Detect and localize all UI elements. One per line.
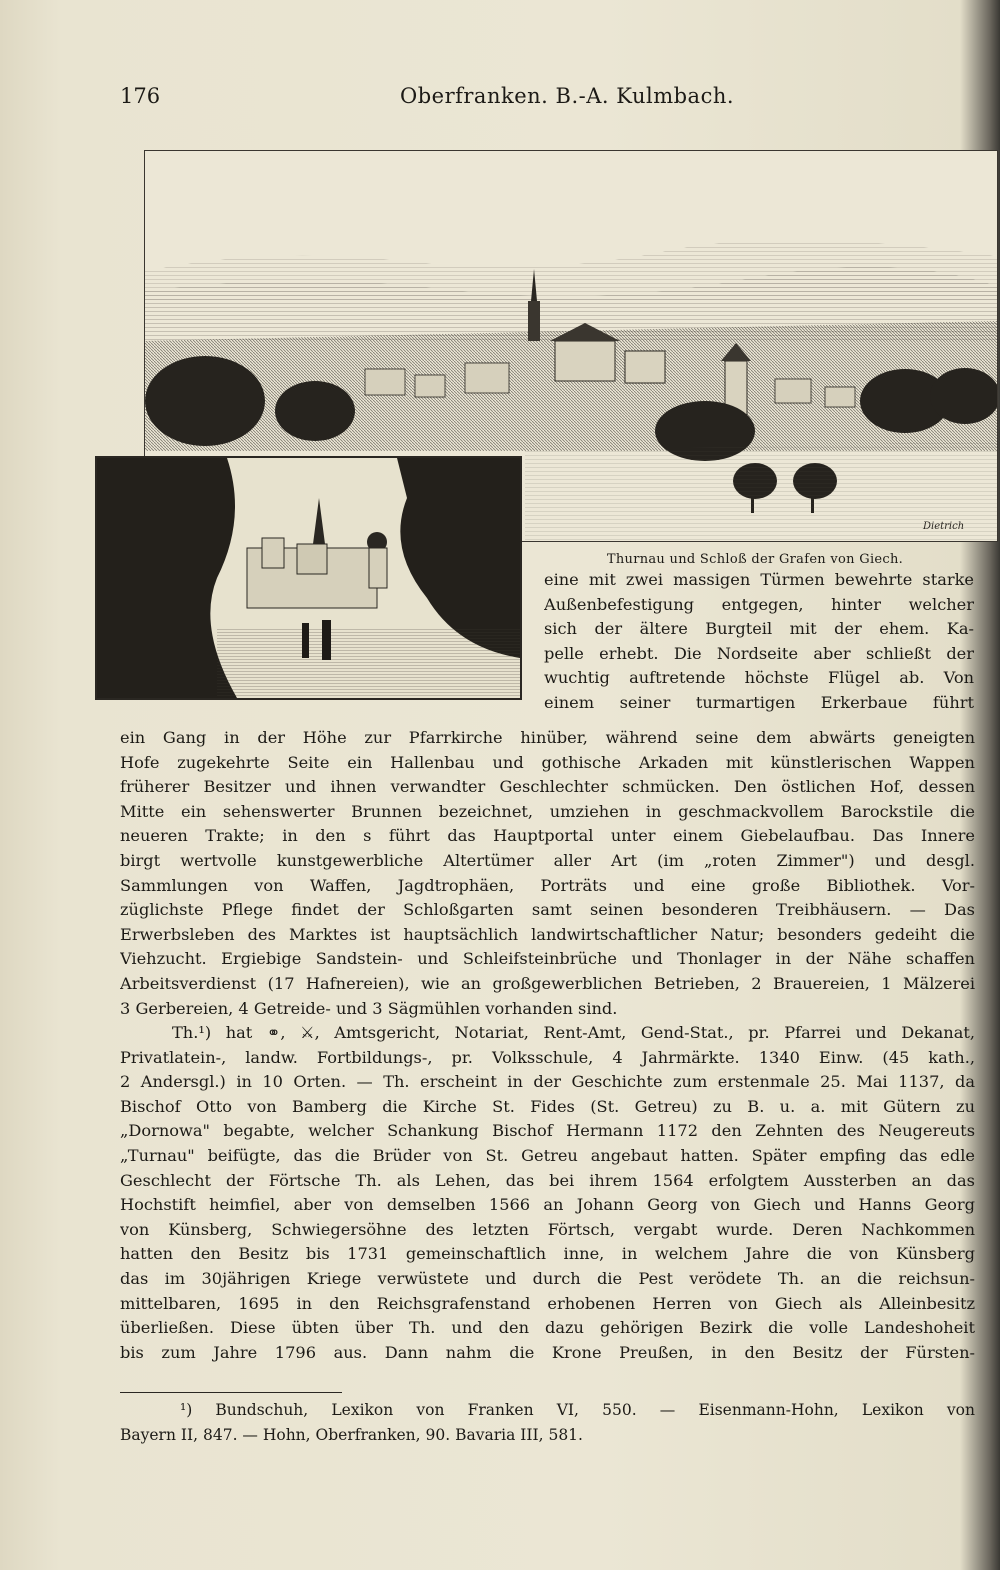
text-line: Bischof Otto von Bamberg die Kirche St. Fides (St. Getreu) zu B. u. a. mit Gütern zu [120, 1096, 975, 1116]
text-line: wuchtig auftretende höchste Flügel ab. Von [544, 668, 974, 688]
text-line: Außenbefestigung entgegen, hinter welcher [544, 594, 974, 614]
text-line: birgt wertvolle kunstgewerbliche Altertümer aller Art (im „roten Zimmer") und desgl. [120, 850, 975, 870]
text-line: Geschlecht der Förtsche Th. als Lehen, das bei ihrem 1564 erfolgtem Aussterben an das [120, 1170, 975, 1190]
footnotes [120, 1398, 975, 1448]
text-line: sich der ältere Burgteil mit der ehem. Ka- [544, 619, 974, 639]
paragraph-1 [120, 726, 975, 1021]
text-line: Viehzucht. Ergiebige Sandstein- und Schleifsteinbrüche und Thonlager in der Nähe schaffen [120, 949, 975, 969]
text-line: 3 Gerbereien, 4 Getreide- und 3 Sägmühlen vorhanden sind. [120, 998, 618, 1018]
text-line: früherer Besitzer und ihnen verwandter Geschlechter schmücken. Den östlichen Hof, dessen [120, 777, 975, 797]
footnote-rule [120, 1392, 342, 1393]
text-line: Hofe zugekehrte Seite ein Hallenbau und gothische Arkaden mit künstlerischen Wappen [120, 752, 975, 772]
text-line: züglichste Pflege findet der Schloßgarten samt seinen besonderen Treibhäusern. — Das [120, 900, 975, 920]
text-line: Mitte ein sehenswerter Brunnen bezeichnet, umziehen in geschmackvollem Barockstile die [120, 801, 975, 821]
narrow-text-block [544, 568, 974, 716]
castle-inset-engraving [95, 456, 522, 700]
text-line: neueren Trakte; in den s führt das Hauptportal unter einem Giebelaufbau. Das Innere [120, 826, 975, 846]
page-number: 176 [120, 84, 161, 108]
text-line: 2 Andersgl.) in 10 Orten. — Th. erscheint in der Geschichte zum erstenmale 25. Mai 1137, da [120, 1072, 975, 1092]
footnote-line: Bayern II, 847. — Hohn, Oberfranken, 90. Bavaria III, 581. [120, 1426, 583, 1444]
text-line: bis zum Jahre 1796 aus. Dann nahm die Krone Preußen, in den Besitz der Fürsten- [120, 1342, 975, 1362]
text-line: eine mit zwei massigen Türmen bewehrte starke [544, 570, 974, 589]
text-line: Th.¹) hat ⚭, ⚔, Amtsgericht, Notariat, Rent-Amt, Gend-Stat., pr. Pfarrei und Dekanat, [172, 1023, 975, 1042]
text-line: ein Gang in der Höhe zur Pfarrkirche hinüber, während seine dem abwärts geneigten [120, 728, 975, 747]
text-line: einem seiner turmartigen Erkerbaue führt [544, 692, 974, 712]
footnote-line: ¹) Bundschuh, Lexikon von Franken VI, 550. — Eisenmann-Hohn, Lexikon von [180, 1401, 975, 1419]
paragraph-2 [120, 1021, 975, 1365]
text-line: „Turnau" beifügte, das die Brüder von St. Getreu angebaut hatten. Später empfing das edle [120, 1145, 975, 1165]
figure-caption: Thurnau und Schloß der Grafen von Giech. [606, 552, 904, 567]
text-line: mittelbaren, 1695 in den Reichsgrafenstand erhobenen Herren von Giech als Alleinbesitz [120, 1293, 975, 1313]
text-line: das im 30jährigen Kriege verwüstete und durch die Pest verödete Th. an die reichsun- [120, 1268, 975, 1288]
artist-signature: Dietrich [923, 521, 965, 532]
castle-drawing [97, 458, 520, 698]
text-line: pelle erhebt. Die Nordseite aber schließt der [544, 643, 974, 663]
text-line: Sammlungen von Waffen, Jagdtrophäen, Porträts und eine große Bibliothek. Vor- [120, 875, 975, 895]
running-head: Oberfranken. B.-A. Kulmbach. [400, 84, 735, 108]
text-line: Privatlatein-, landw. Fortbildungs-, pr. Volksschule, 4 Jahrmärkte. 1340 Einw. (45 kath., [120, 1047, 975, 1067]
text-line: Arbeitsverdienst (17 Hafnereien), wie an großgewerblichen Betrieben, 2 Brauereien, 1 Mälzerei [120, 973, 975, 993]
text-line: Erwerbsleben des Marktes ist hauptsächlich landwirtschaftlicher Natur; besonders gedeiht die [120, 924, 975, 944]
text-line: von Künsberg, Schwiegersöhne des letzten Förtsch, vergabt wurde. Deren Nachkommen [120, 1219, 975, 1239]
text-line: „Dornowa" begabte, welcher Schankung Bischof Hermann 1172 den Zehnten des Neugereuts [120, 1121, 975, 1141]
text-line: Hochstift heimfiel, aber von demselben 1566 an Johann Georg von Giech und Hanns Georg [120, 1195, 975, 1215]
text-line: überließen. Diese übten über Th. und den dazu gehörigen Bezirk die volle Landeshoheit [120, 1318, 975, 1338]
page-header [120, 84, 980, 114]
text-line: hatten den Besitz bis 1731 gemeinschaftlich inne, in welchem Jahre die von Künsberg [120, 1244, 975, 1264]
